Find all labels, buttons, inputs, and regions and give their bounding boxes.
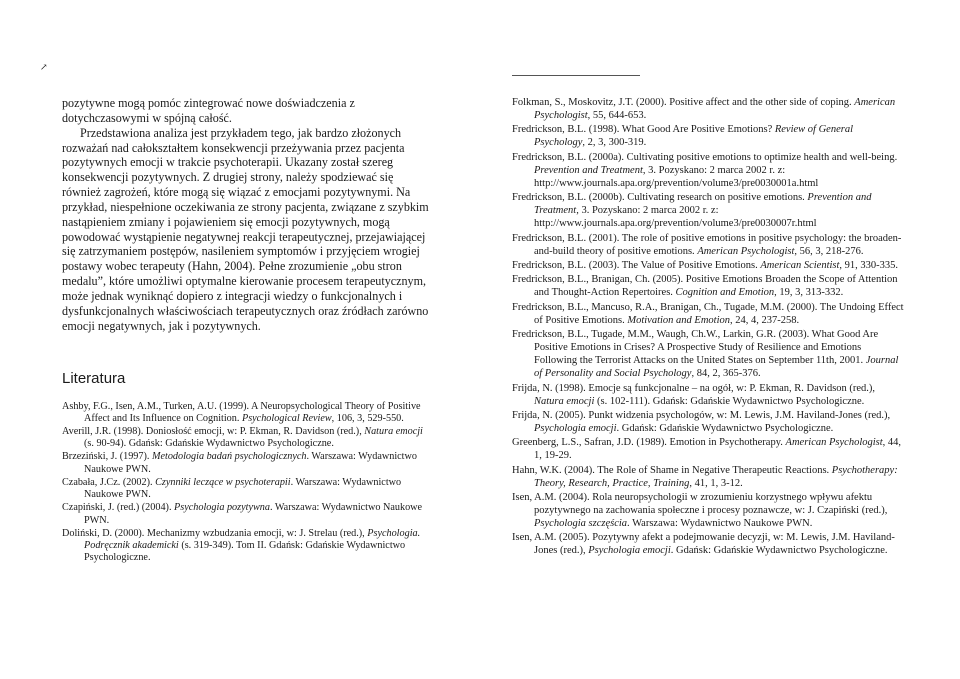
paragraph-1: pozytywne mogą pomóc zintegrować nowe doświadczenia z dotychczasowymi w spójną całość. <box>62 96 355 125</box>
reference-item: Folkman, S., Moskovitz, J.T. (2000). Positive affect and the other side of coping. American Psychologist, 55, 644-653. <box>512 97 896 121</box>
reference-item: Fredrickson, B.L. (2001). The role of positive emotions in positive psychology: the broaden-and-build theory of positive emotions. American Psychologist, 56, 3, 218-276. <box>512 232 902 257</box>
reference-item: Fredrickson, B.L. (2000a). Cultivating positive emotions to optimize health and well-being. Prevention and Treatment, 3. Pozyskano: 2 marca 2002 r. z: http://www.journals.apa.org/prevention/volume3/pre0030001a.html <box>512 151 898 189</box>
left-page <box>62 96 432 565</box>
reference-item: Frijda, N. (1998). Emocje są funkcjonalne – na ogół, w: P. Ekman, R. Davidson (red.), Natura emocji (s. 102-111). Gdańsk: Gdańskie Wydawnictwo Psychologiczne. <box>512 382 876 407</box>
reference-list-right <box>512 96 904 557</box>
section-heading: Literatura <box>62 369 126 387</box>
reference-item: Fredrickson, B.L. (2003). The Value of Positive Emotions. American Scientist, 91, 330-335. <box>512 259 899 271</box>
reference-item: Fredrickson, B.L. (2000b). Cultivating research on positive emotions. Prevention and Treatment, 3. Pozyskano: 2 marca 2002 r. z: http://www.journals.apa.org/prevention/volume3/pre0030007r.html <box>512 192 872 230</box>
reference-item: Brzeziński, J. (1997). Metodologia badań psychologicznych. Warszawa: Wydawnictwo Naukowe PWN. <box>62 451 417 475</box>
reference-item: Czapiński, J. (red.) (2004). Psychologia pozytywna. Warszawa: Wydawnictwo Naukowe PWN. <box>62 502 423 526</box>
reference-item: Greenberg, L.S., Safran, J.D. (1989). Emotion in Psychotherapy. American Psychologist, 44, 1, 19-29. <box>512 437 902 462</box>
header-rule <box>512 75 640 76</box>
reference-item: Hahn, W.K. (2004). The Role of Shame in Negative Therapeutic Reactions. Psychotherapy: Theory, Research, Practice, Training, 41, 1, 3-12. <box>512 464 898 489</box>
reference-item: Isen, A.M. (2004). Rola neuropsychologii w zrozumieniu korzystnego wpływu afektu pozytywnego na zachowania społeczne i procesy poznawcze, w: J. Czapiński (red.), Psychologia szczęścia. Warszawa: Wydawnictwo Naukowe PWN. <box>512 492 888 530</box>
reference-item: Frijda, N. (2005). Punkt widzenia psychologów, w: M. Lewis, J.M. Haviland-Jones (red.), Psychologia emocji. Gdańsk: Gdańskie Wydawnictwo Psychologiczne. <box>512 409 891 434</box>
reference-list-left <box>62 401 432 565</box>
reference-item: Fredrickson, B.L. (1998). What Good Are Positive Emotions? Review of General Psychology, 2, 3, 300-319. <box>512 124 853 149</box>
page-mark: ↗ <box>40 62 48 72</box>
reference-item: Averill, J.R. (1998). Doniosłość emocji, w: P. Ekman, R. Davidson (red.), Natura emocji (s. 90-94). Gdańsk: Gdańskie Wydawnictwo Psychologiczne. <box>62 425 423 450</box>
right-page <box>512 96 904 559</box>
body-text <box>62 96 432 334</box>
reference-item: Ashby, F.G., Isen, A.M., Turken, A.U. (1999). A Neuropsychological Theory of Positive Affect and Its Influence on Cognition. Psychological Review, 106, 3, 529-550. <box>62 400 421 424</box>
reference-item: Fredrickson, B.L., Mancuso, R.A., Branigan, Ch., Tugade, M.M. (2000). The Undoing Effect of Positive Emotions. Motivation and Emotion, 24, 4, 237-258. <box>512 301 904 326</box>
reference-item: Czabała, J.Cz. (2002). Czynniki leczące w psychoterapii. Warszawa: Wydawnictwo Naukowe PWN. <box>62 476 402 501</box>
reference-item: Doliński, D. (2000). Mechanizmy wzbudzania emocji, w: J. Strelau (red.), Psychologia. Podręcznik akademicki (s. 319-349). Tom II. Gdańsk: Gdańskie Wydawnictwo Psychologiczne. <box>62 527 421 564</box>
reference-item: Fredrickson, B.L., Tugade, M.M., Waugh, Ch.W., Larkin, G.R. (2003). What Good Are Positive Emotions in Crises? A Prospective Study of Resilience and Emotions Following the Terrorist Attacks on the United States on September 11th, 2001. Journal of Personality and Social Psychology, 84, 2, 365-376. <box>512 329 899 380</box>
reference-item: Fredrickson, B.L., Branigan, Ch. (2005). Positive Emotions Broaden the Scope of Attention and Thought-Action Repertoires. Cognition and Emotion, 19, 3, 313-332. <box>512 274 898 299</box>
reference-item: Isen, A.M. (2005). Pozytywny afekt a podejmowanie decyzji, w: M. Lewis, J.M. Haviland-Jones (red.), Psychologia emocji. Gdańsk: Gdańskie Wydawnictwo Psychologiczne. <box>512 532 895 557</box>
paragraph-2: Przedstawiona analiza jest przykładem tego, jak bardzo złożonych rozważań nad całokształtem konsekwencji przeżywania przez pacjenta pozytywnych emocji w trakcie psychoterapii. Ukazany został szereg konsekwencji pozytywnych. Z drugiej strony, należy spodziewać się również zagrożeń, które mogą się wiązać z emocjami pozytywnymi. Na przykład, niespełnione oczekiwania ze strony pacjenta, związane z szybkim nastąpieniem zmiany i pojawieniem się emocji pozytywnych, mogą powodować wystąpienie negatywnej reakcji terapeutycznej, przejawiającej się zatrzymaniem postępów, nasileniem symptomów i przyjęciem wrogiej postawy wobec terapeuty (Hahn, 2004). Pełne zrozumienie „obu stron medalu”, które umożliwi optymalne kierowanie procesem terapeutycznym, może jednak wyniknąć dopiero z integracji wiedzy o funkcjonalnych i dysfunkcjonalnych właściwościach terapeutycznych oraz źródłach zarówno emocji negatywnych, jak i pozytywnych. <box>62 125 429 333</box>
